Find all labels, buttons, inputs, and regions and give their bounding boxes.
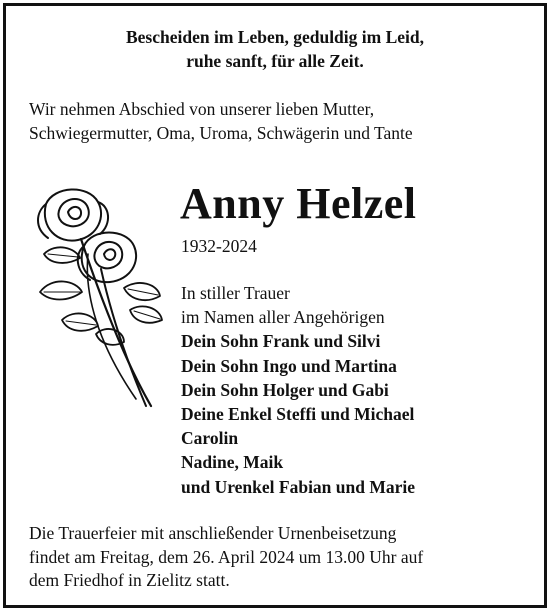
motto-line: Bescheiden im Leben, geduldig im Leid, — [125, 27, 424, 47]
mourners-list — [181, 281, 415, 499]
farewell-intro — [29, 97, 523, 145]
mourner-entry: Dein Sohn Ingo und Martina — [181, 355, 397, 376]
ceremony-line: findet am Freitag, dem 26. April 2024 um 13.00 Uhr auf — [29, 546, 424, 567]
deceased-name: Anny Helzel — [180, 179, 417, 228]
obituary-frame — [3, 3, 547, 608]
motto — [6, 25, 544, 73]
mourner-entry: und Urenkel Fabian und Marie — [181, 476, 416, 497]
intro-line: Wir nehmen Abschied von unserer lieben Mutter, — [29, 99, 375, 119]
mourner-entry: Dein Sohn Frank und Silvi — [181, 331, 381, 352]
motto-line: ruhe sanft, für alle Zeit. — [186, 51, 364, 71]
mourner-entry: Carolin — [181, 428, 239, 449]
mourner-entry: Deine Enkel Steffi und Michael — [181, 404, 415, 425]
mourners-intro: im Namen aller Angehörigen — [181, 307, 385, 328]
rose-drawing-icon — [26, 184, 176, 414]
mourners-intro: In stiller Trauer — [181, 283, 290, 303]
ceremony-line: dem Friedhof in Zielitz statt. — [29, 570, 230, 590]
mourner-entry: Nadine, Maik — [181, 452, 284, 473]
ceremony-line: Die Trauerfeier mit anschließender Urnenbeisetzung — [29, 523, 397, 543]
mourner-entry: Dein Sohn Holger und Gabi — [181, 379, 389, 400]
ceremony-notice — [29, 522, 523, 593]
life-years: 1932-2024 — [181, 236, 257, 256]
intro-line: Schwiegermutter, Oma, Uroma, Schwägerin und Tante — [29, 123, 413, 143]
